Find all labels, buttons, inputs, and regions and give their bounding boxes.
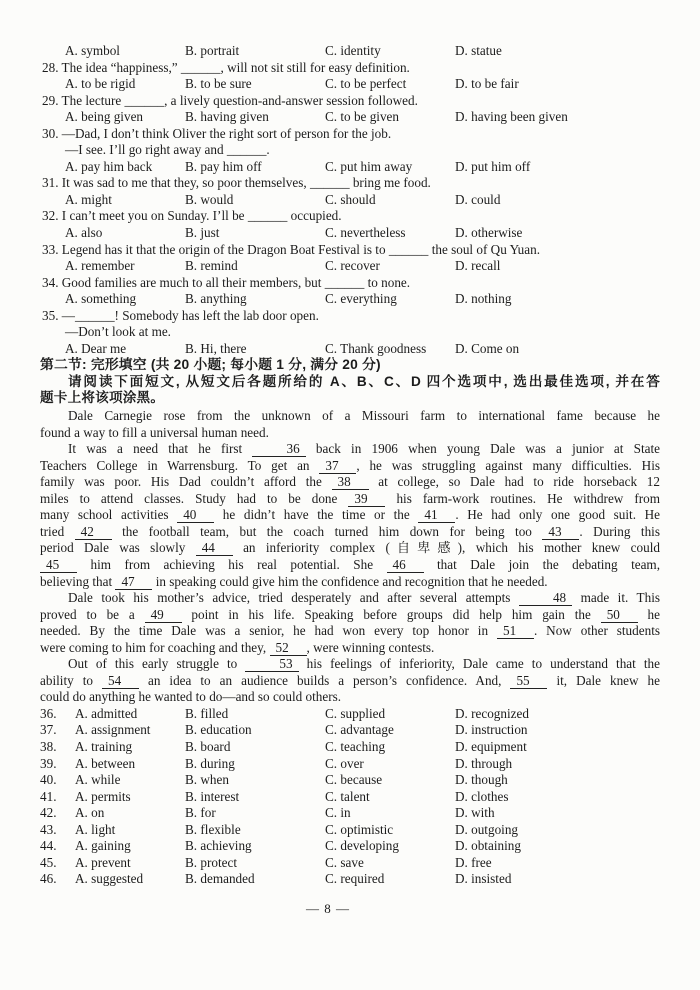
option-d: D. through <box>455 755 513 771</box>
option-d: D. statue <box>455 43 502 58</box>
option-c: C. to be perfect <box>325 76 407 92</box>
question-text: 30. —Dad, I don’t think Oliver the right sort of person for the job. <box>42 125 392 141</box>
options-row <box>40 225 660 242</box>
option-a: A. permits <box>75 788 131 804</box>
option-a: A. being given <box>65 109 144 125</box>
cloze-options-row <box>40 756 660 773</box>
options-row <box>40 43 660 60</box>
option-c: C. supplied <box>325 705 386 721</box>
question-number: 42. <box>40 805 57 821</box>
section-heading: 第二节: 完形填空 (共 20 小题; 每小题 1 分, 满分 20 分) <box>40 357 381 373</box>
cloze-blank: 40 <box>177 508 214 523</box>
question-number: 46. <box>40 871 57 887</box>
cloze-blank: 36 <box>252 442 305 457</box>
option-b: B. for <box>185 805 216 821</box>
option-c: C. recover <box>325 258 380 274</box>
passage-line: could do anything he wanted to do—and so could others. <box>40 689 342 705</box>
question-text: 28. The idea “happiness,” ______, will not sit still for easy definition. <box>42 59 410 75</box>
option-c: C. should <box>325 191 376 207</box>
cloze-options-row <box>40 805 660 822</box>
question-text: —Don’t look at me. <box>65 324 171 340</box>
cloze-options-row <box>40 855 660 872</box>
question-text: 32. I can’t meet you on Sunday. I’ll be ______ occupied. <box>42 208 342 224</box>
passage-line: believing that 47 in speaking could give him the confidence and recognition that he needed. <box>40 573 548 589</box>
option-c: C. Thank goodness <box>325 340 427 356</box>
passage-line: period Dale was slowly 44 an inferiority complex (自卑感), which his mother knew could <box>40 540 660 556</box>
cloze-options-row <box>40 772 660 789</box>
option-b: B. protect <box>185 854 238 870</box>
question-number: 43. <box>40 821 57 837</box>
options-row <box>40 76 660 93</box>
option-b: B. having given <box>185 109 269 125</box>
option-b: B. flexible <box>185 821 241 837</box>
question-30 <box>40 126 660 176</box>
option-d: D. outgoing <box>455 821 519 837</box>
option-b: B. just <box>185 225 220 241</box>
question-number: 41. <box>40 788 57 804</box>
question-number: 45. <box>40 854 57 870</box>
question-number: 36. <box>40 705 57 721</box>
question-34 <box>40 275 660 308</box>
option-d: D. otherwise <box>455 225 523 241</box>
passage-line: Dale took his mother’s advice, tried desperately and after several attempts 48 made it. This <box>68 590 660 606</box>
option-a: A. between <box>75 755 136 771</box>
option-b: B. remind <box>185 258 238 274</box>
cloze-blank: 38 <box>332 475 369 490</box>
question-28 <box>40 60 660 93</box>
cloze-blank: 50 <box>601 608 638 623</box>
instruction-line: 请阅读下面短文, 从短文后各题所给的 A、B、C、D 四个选项中, 选出最佳选项, 并在答 <box>68 373 660 389</box>
option-b: B. demanded <box>185 871 255 887</box>
passage-line: ability to 54 an idea to an audience builds a person’s confidence. And, 55 it, Dale knew he <box>40 672 660 688</box>
option-a: A. to be rigid <box>65 76 136 92</box>
option-b: B. achieving <box>185 838 252 854</box>
options-row <box>40 291 660 308</box>
option-a: A. Dear me <box>65 340 127 356</box>
option-d: D. put him off <box>455 158 531 174</box>
option-a: A. pay him back <box>65 158 153 174</box>
cloze-blank: 48 <box>519 591 572 606</box>
cloze-blank: 41 <box>418 508 455 523</box>
cloze-options-row <box>40 722 660 739</box>
option-a: A. gaining <box>75 838 131 854</box>
cloze-options-row <box>40 789 660 806</box>
cloze-blank: 51 <box>497 624 534 639</box>
option-a: A. also <box>65 225 103 241</box>
cloze-blank: 55 <box>510 674 547 689</box>
cloze-blank: 53 <box>245 657 298 672</box>
option-c: C. put him away <box>325 158 413 174</box>
cloze-blank: 47 <box>115 575 152 590</box>
option-d: D. nothing <box>455 291 512 307</box>
option-a: A. symbol <box>65 43 120 58</box>
option-d: D. Come on <box>455 340 520 356</box>
option-b: B. pay him off <box>185 158 262 174</box>
option-d: D. to be fair <box>455 76 519 92</box>
cloze-blank: 46 <box>387 558 424 573</box>
question-text: —I see. I’ll go right away and ______. <box>65 142 270 158</box>
option-d: D. could <box>455 191 501 207</box>
cloze-options-row <box>40 871 660 888</box>
option-d: D. with <box>455 805 495 821</box>
option-a: A. might <box>65 191 112 207</box>
option-d: D. instruction <box>455 722 528 738</box>
question-text: 34. Good families are much to all their members, but ______ to none. <box>42 274 411 290</box>
passage-line: many school activities 40 he didn’t have the time or the 41 . He had only one good suit. He <box>40 507 660 523</box>
passage-line: Dale Carnegie rose from the unknown of a Missouri farm to international fame because he <box>68 408 660 424</box>
option-c: C. nevertheless <box>325 225 406 241</box>
instruction-line: 题卡上将该项涂黑。 <box>40 390 165 406</box>
question-number: 44. <box>40 838 57 854</box>
cloze-blank: 52 <box>270 641 307 656</box>
cloze-blank: 45 <box>40 558 77 573</box>
passage-line: tried 42 the football team, but the coach turned him down for being too 43 . During this <box>40 523 660 539</box>
cloze-passage <box>40 408 660 706</box>
option-a: A. training <box>75 738 133 754</box>
option-c: C. over <box>325 755 364 771</box>
question-number: 39. <box>40 755 57 771</box>
passage-line: proved to be a 49 point in his life. Speaking before groups did help him gain the 50 he <box>40 606 660 622</box>
option-c: C. optimistic <box>325 821 394 837</box>
options-row <box>40 258 660 275</box>
cloze-options-row <box>40 706 660 723</box>
option-d: D. having been given <box>455 109 568 125</box>
option-d: D. free <box>455 854 492 870</box>
question-35 <box>40 308 660 358</box>
passage-line: needed. By the time Dale was a senior, he had won every top honor in 51 . Now other students <box>40 623 660 639</box>
option-c: C. save <box>325 854 364 870</box>
option-a: A. while <box>75 772 121 788</box>
cloze-blank: 42 <box>75 525 112 540</box>
cloze-blank: 54 <box>102 674 139 689</box>
option-b: B. during <box>185 755 235 771</box>
passage-line: found a way to fill a universal human need. <box>40 424 269 440</box>
option-d: D. obtaining <box>455 838 521 854</box>
question-text: 31. It was sad to me that they, so poor themselves, ______ bring me food. <box>42 175 431 191</box>
question-33 <box>40 242 660 275</box>
cloze-options-row <box>40 838 660 855</box>
option-b: B. when <box>185 772 229 788</box>
cloze-options-row <box>40 822 660 839</box>
cloze-options-row <box>40 739 660 756</box>
option-a: A. admitted <box>75 705 138 721</box>
passage-line: Teachers College in Warrensburg. To get an 37 , he was struggling against many difficulties. His <box>40 457 660 473</box>
question-32 <box>40 208 660 241</box>
option-c: C. advantage <box>325 722 394 738</box>
option-d: D. recall <box>455 258 501 274</box>
option-b: B. to be sure <box>185 76 252 92</box>
option-c: C. talent <box>325 788 370 804</box>
cloze-blank: 44 <box>196 541 233 556</box>
option-c: C. required <box>325 871 385 887</box>
option-c: C. everything <box>325 291 397 307</box>
question-text: 29. The lecture ______, a lively question-and-answer session followed. <box>42 92 418 108</box>
option-d: D. though <box>455 772 508 788</box>
option-c: C. to be given <box>325 109 399 125</box>
option-b: B. board <box>185 738 231 754</box>
cloze-blank: 43 <box>542 525 579 540</box>
passage-line: family was poor. His Dad couldn’t afford the 38 at college, so Dale had to ride horseback 12 <box>40 474 660 490</box>
option-c: C. in <box>325 805 351 821</box>
cloze-blank: 49 <box>145 608 182 623</box>
page-number: — 8 — <box>306 900 350 916</box>
question-number: 37. <box>40 722 57 738</box>
option-b: B. would <box>185 191 234 207</box>
cloze-blank: 39 <box>348 492 385 507</box>
option-d: D. clothes <box>455 788 509 804</box>
question-29 <box>40 93 660 126</box>
options-row <box>40 159 660 176</box>
option-b: B. Hi, there <box>185 340 247 356</box>
option-c: C. identity <box>325 43 381 58</box>
option-c: C. teaching <box>325 738 386 754</box>
option-a: A. prevent <box>75 854 131 870</box>
option-a: A. assignment <box>75 722 151 738</box>
question-text: 35. —______! Somebody has left the lab door open. <box>42 307 319 323</box>
option-b: B. portrait <box>185 43 240 58</box>
question-number: 40. <box>40 772 57 788</box>
option-d: D. insisted <box>455 871 512 887</box>
option-a: A. on <box>75 805 105 821</box>
option-a: A. something <box>65 291 137 307</box>
option-a: A. remember <box>65 258 135 274</box>
passage-line: Out of this early struggle to 53 his feelings of inferiority, Dale came to understand that the <box>68 656 661 672</box>
options-row <box>40 341 660 358</box>
passage-line: were coming to him for coaching and they, 52 , were winning contests. <box>40 639 435 655</box>
option-b: B. filled <box>185 705 229 721</box>
passage-line: 45 him from achieving his real potential. She 46 that Dale join the debating team, <box>40 557 660 574</box>
option-b: B. interest <box>185 788 240 804</box>
options-row <box>40 192 660 209</box>
option-b: B. education <box>185 722 252 738</box>
passage-line: It was a need that he first 36 back in 1906 when young Dale was a junior at State <box>68 441 661 457</box>
cloze-options <box>40 706 660 888</box>
option-d: D. recognized <box>455 705 529 721</box>
option-c: C. developing <box>325 838 399 854</box>
options-row <box>40 109 660 126</box>
option-c: C. because <box>325 772 383 788</box>
option-a: A. suggested <box>75 871 144 887</box>
option-a: A. light <box>75 821 116 837</box>
cloze-blank: 37 <box>319 459 356 474</box>
question-number: 38. <box>40 738 57 754</box>
passage-line: miles to attend classes. Study had to be done 39 his farm-work routines. He withdrew from <box>40 490 660 506</box>
option-b: B. anything <box>185 291 247 307</box>
question-31 <box>40 175 660 208</box>
option-d: D. equipment <box>455 738 527 754</box>
question-text: 33. Legend has it that the origin of the Dragon Boat Festival is to ______ the soul of Qu Yuan. <box>42 241 540 257</box>
